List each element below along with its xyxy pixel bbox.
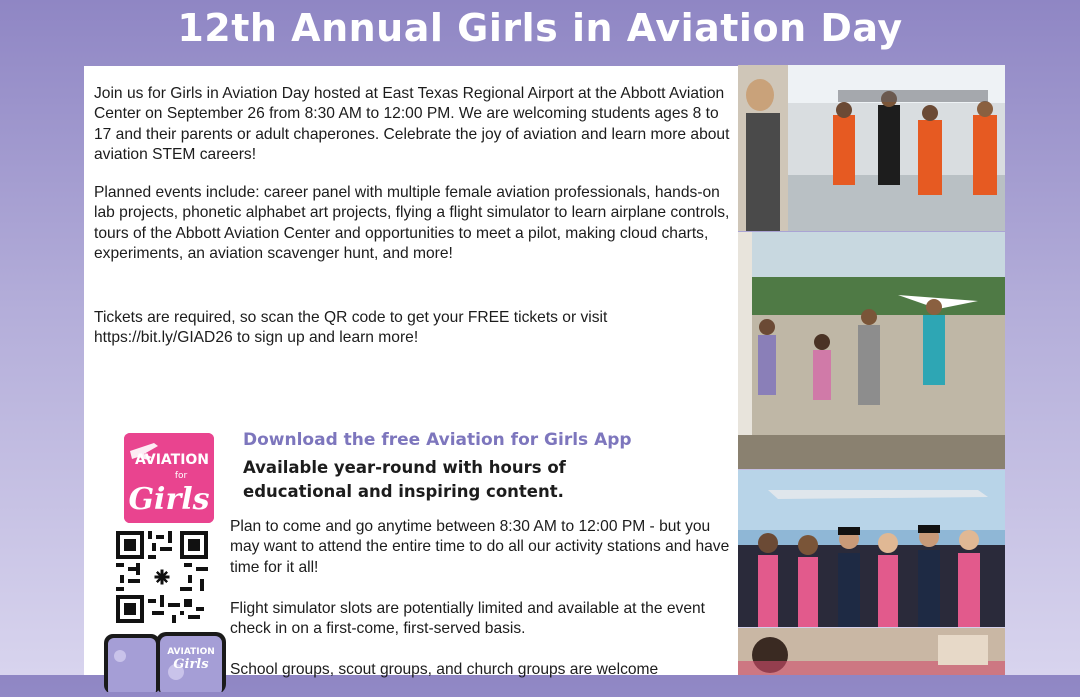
- photo-hangar-vests: [738, 65, 1005, 231]
- app-download-heading: Download the free Aviation for Girls App: [243, 430, 632, 450]
- simulator-paragraph: Flight simulator slots are potentially limited and available at the event check in on a first-come, first-served basis.: [230, 600, 705, 638]
- qr-code[interactable]: [116, 531, 208, 623]
- planned-events-paragraph: Planned events include: career panel with multiple female aviation professionals, hands-on lab projects, phonetic alphabet art projects, flying a flight simulator to learn airplane controls, tours of the Abbott Aviation Center and opportunities to meet a pilot, making cloud charts, experiments, an aviation scavenger hunt, and more!: [94, 184, 730, 263]
- logo-text-for: for: [174, 471, 188, 481]
- content-panel: [84, 66, 738, 678]
- photo-pilot-kids: [738, 470, 1005, 627]
- logo-text-girls: Girls: [128, 482, 210, 517]
- schedule-paragraph: Plan to come and go anytime between 8:30 AM to 12:00 PM - but you may want to attend the entire time to do all our activity stations and have time for it all!: [230, 518, 730, 576]
- photo-paper-airplanes: [738, 232, 1005, 469]
- tickets-paragraph: Tickets are required, so scan the QR code to get your FREE tickets or visit https://bit.ly/GIAD26 to sign up and learn more!: [94, 309, 608, 347]
- photo-column: [738, 65, 1005, 675]
- aviation-for-girls-logo: [124, 433, 214, 523]
- phone-text-girls: Girls: [173, 657, 209, 672]
- app-download-subheading: Available year-round with hours of educational and inspiring content.: [243, 458, 566, 501]
- page-title: 12th Annual Girls in Aviation Day: [177, 6, 903, 50]
- logo-graphic: [124, 433, 214, 523]
- app-phones-image: [102, 632, 227, 692]
- photo-crafts: [738, 628, 1005, 675]
- groups-paragraph: School groups, scout groups, and church groups are welcome: [230, 661, 659, 678]
- logo-text-aviation: AVIATION: [134, 452, 210, 468]
- intro-paragraph: Join us for Girls in Aviation Day hosted at East Texas Regional Airport at the Abbott Aviation Center on September 26 from 8:30 AM to 12:00 PM. We are welcoming students ages 8 to 17 and their parents or adult chaperones. Celebrate the joy of aviation and learn more about aviation STEM careers!: [94, 85, 730, 164]
- phone-text-aviation: AVIATION: [167, 647, 215, 657]
